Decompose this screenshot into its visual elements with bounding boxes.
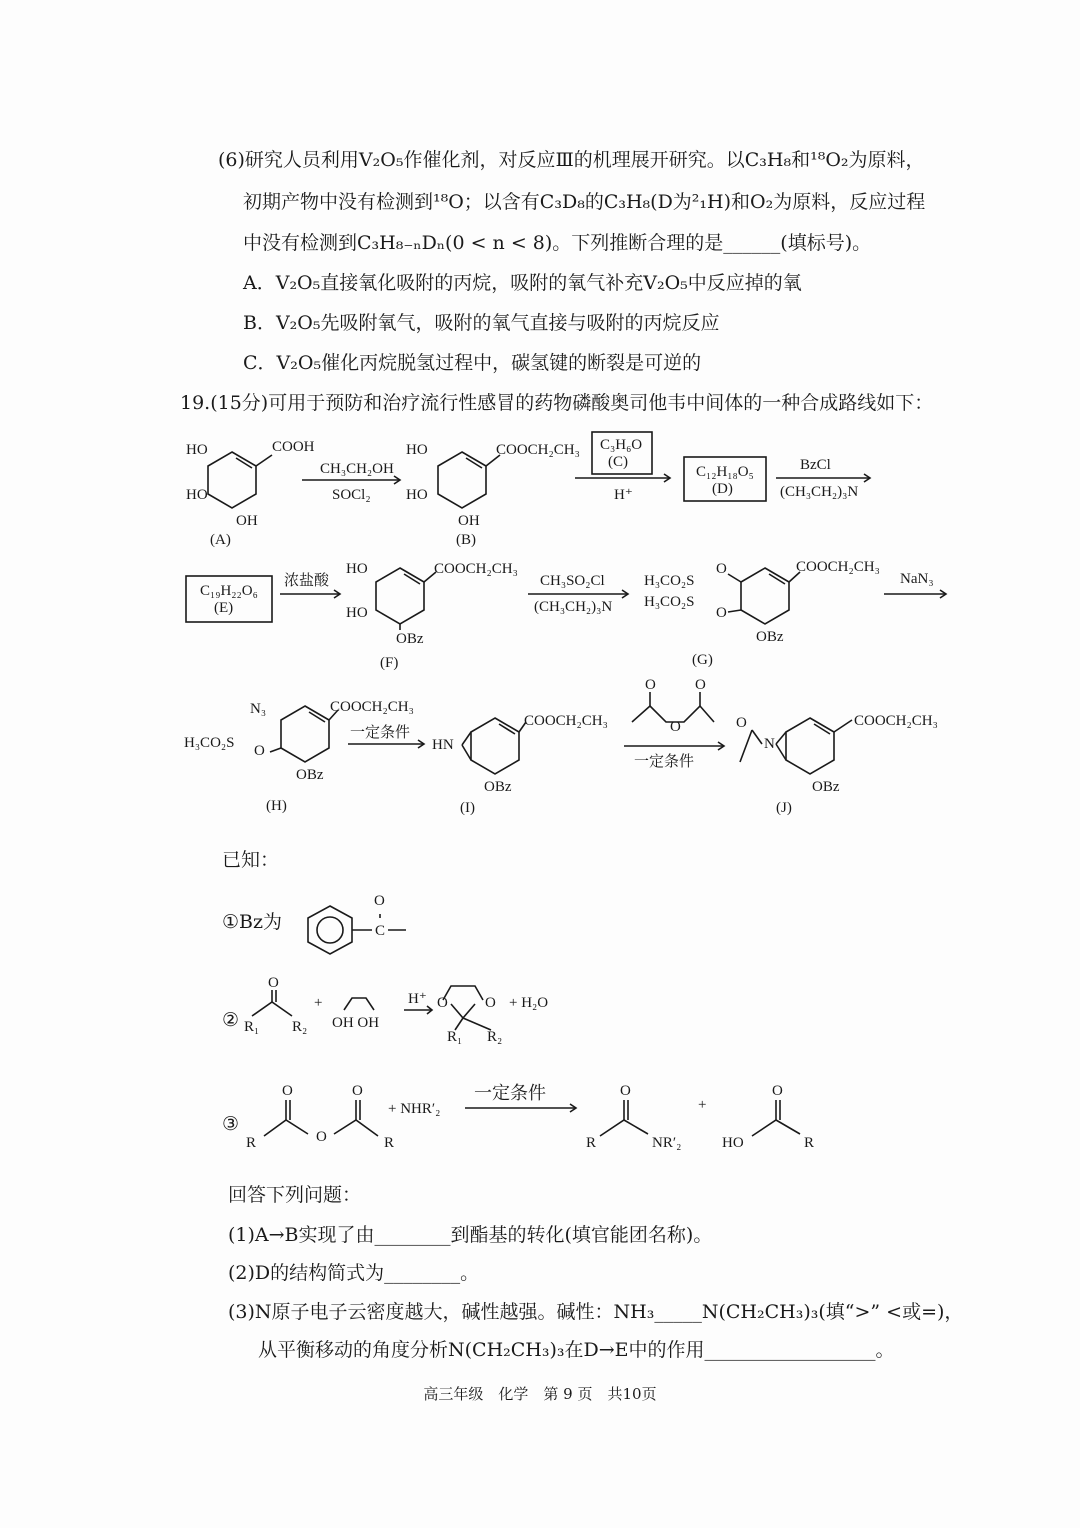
ring-j — [740, 718, 852, 774]
g-ms-2: H₃CO₂S — [644, 594, 695, 610]
f-obz: OBz — [396, 631, 424, 647]
amide-structure — [600, 1100, 648, 1136]
d-formula: C₁₂H₁₈O₅ — [696, 464, 754, 480]
a-ho-2: HO — [186, 487, 208, 503]
anh-o-2: O — [695, 677, 706, 693]
anh-o-1: O — [645, 677, 656, 693]
k3-amide-r: R — [586, 1135, 597, 1151]
q19-intro: 19.(15分)可用于预防和治疗流行性感冒的药物磷酸奥司他韦中间体的一种合成路线如下： — [180, 392, 934, 414]
a-ho-1: HO — [186, 442, 208, 458]
k2-diol: OH OH — [332, 1015, 380, 1031]
h-cooet: COOCH₂CH₃ — [330, 699, 414, 715]
r3-bot: (CH₃CH₂)₃N — [780, 484, 859, 500]
g-ms-1: H₃CO₂S — [644, 573, 695, 589]
b-oh: OH — [458, 513, 480, 529]
r7-top: 一定条件 — [350, 725, 411, 741]
page-footer: 高三年级 化学 第 9 页 共10页 — [423, 1385, 657, 1403]
label-d: (D) — [712, 481, 733, 497]
label-c: (C) — [608, 454, 628, 470]
k2-o: O — [268, 975, 279, 991]
h-obz: OBz — [296, 767, 324, 783]
known-title: 已知： — [222, 849, 280, 871]
k2-plus: + — [314, 995, 323, 1011]
r2-bot: H⁺ — [614, 487, 633, 503]
i-cooet: COOCH₂CH₃ — [524, 713, 608, 729]
question-3-continued: 从平衡移动的角度分析N(CH₂CH₃)₃在D→E中的作用__________________。 — [258, 1339, 895, 1361]
label-i: (I) — [460, 800, 475, 816]
h-ms: H₃CO₂S — [184, 735, 235, 751]
r5-top: CH₃SO₂Cl — [540, 573, 605, 589]
f-ho-2: HO — [346, 605, 368, 621]
ethylene-glycol-structure — [344, 998, 374, 1010]
a-oh: OH — [236, 513, 258, 529]
q6-line3: 中没有检测到C₃H₈₋ₙDₙ(0 < n < 8)。下列推断合理的是______(填标号)。 — [243, 232, 872, 254]
a-cooh: COOH — [272, 439, 315, 455]
k3-acid-o: O — [772, 1083, 783, 1099]
question-3: (3)N原子电子云密度越大，碱性越强。碱性：NH₃_____N(CH₂CH₃)₃(填“>” <或=)， — [228, 1301, 964, 1323]
k3-r-1: R — [246, 1135, 257, 1151]
label-a: (A) — [210, 532, 231, 548]
k2-r1: R₁ — [244, 1019, 260, 1035]
h-n3: N₃ — [250, 701, 267, 717]
ring-a — [208, 452, 272, 508]
j-n: N — [764, 736, 775, 752]
q6-option-c: C．V₂O₅催化丙烷脱氢过程中，碳氢键的断裂是可逆的 — [243, 352, 702, 374]
acetal-structure — [443, 986, 491, 1030]
h-o: O — [254, 743, 265, 759]
q6-line1: (6)研究人员利用V₂O₅作催化剂，对反应Ⅲ的机理展开研究。以C₃H₈和¹⁸O₂为原料， — [218, 149, 925, 171]
acid-structure — [752, 1100, 800, 1136]
k2-r2: R₂ — [292, 1019, 308, 1035]
known-2-number: ② — [222, 1009, 240, 1031]
ring-h — [270, 706, 338, 762]
k3-amide-n: NR′₂ — [652, 1135, 682, 1151]
k3-acid-ho: HO — [722, 1135, 744, 1151]
label-g: (G) — [692, 652, 713, 668]
k2-r1-prod: R₁ — [447, 1029, 463, 1045]
q6-line2: 初期产物中没有检测到¹⁸O；以含有C₃D₈的C₃H₈(D为²₁H)和O₂为原料，反应过程 — [243, 191, 926, 213]
k3-amide-o: O — [620, 1083, 631, 1099]
k3-o-1: O — [282, 1083, 293, 1099]
r4-top: 浓盐酸 — [284, 573, 330, 589]
j-obz: OBz — [812, 779, 840, 795]
b-cooet: COOCH₂CH₃ — [496, 442, 580, 458]
ring-f — [376, 568, 436, 630]
k3-o-3: O — [316, 1129, 327, 1145]
label-h: (H) — [266, 798, 287, 814]
k3-plus: + — [698, 1097, 707, 1113]
q6-option-a: A．V₂O₅直接氧化吸附的丙烷，吸附的氧气补充V₂O₅中反应掉的氧 — [243, 272, 802, 294]
r3-top: BzCl — [800, 457, 831, 473]
k3-r-2: R — [384, 1135, 395, 1151]
g-o-1: O — [716, 561, 727, 577]
k2-o-1: O — [437, 995, 448, 1011]
g-cooet: COOCH₂CH₃ — [796, 559, 880, 575]
r5-bot: (CH₃CH₂)₃N — [534, 599, 613, 615]
label-f: (F) — [380, 655, 399, 671]
k3-amine: + NHR′₂ — [388, 1101, 441, 1117]
benzoyl-structure — [308, 906, 406, 954]
k3-acid-r: R — [804, 1135, 815, 1151]
b-ho-1: HO — [406, 442, 428, 458]
j-o: O — [736, 715, 747, 731]
r1-top: CH₃CH₂OH — [320, 461, 394, 477]
r8-bot: 一定条件 — [634, 754, 695, 770]
k2-cond: H⁺ — [408, 991, 427, 1007]
label-b: (B) — [456, 532, 476, 548]
b-ho-2: HO — [406, 487, 428, 503]
ring-b — [438, 452, 500, 508]
k2-water: + H₂O — [509, 995, 549, 1011]
anh-o-3: O — [670, 719, 681, 735]
g-o-2: O — [716, 605, 727, 621]
answer-title: 回答下列问题： — [228, 1184, 362, 1206]
bz-o: O — [374, 893, 385, 909]
label-e: (E) — [214, 600, 234, 616]
e-formula: C₁₉H₂₂O₆ — [200, 583, 258, 599]
bz-c: C — [375, 923, 386, 939]
i-hn: HN — [432, 737, 454, 753]
label-j: (J) — [776, 800, 792, 816]
i-obz: OBz — [484, 779, 512, 795]
k2-r2-prod: R₂ — [487, 1029, 503, 1045]
ring-i — [462, 718, 526, 774]
r6-top: NaN₃ — [900, 571, 934, 587]
c-formula: C₃H₆O — [600, 437, 643, 453]
known-3-number: ③ — [222, 1113, 240, 1135]
f-cooet: COOCH₂CH₃ — [434, 561, 518, 577]
question-2: (2)D的结构简式为________。 — [228, 1262, 480, 1284]
r1-bot: SOCl₂ — [332, 487, 371, 503]
g-obz: OBz — [756, 629, 784, 645]
k3-cond: 一定条件 — [474, 1083, 546, 1103]
question-1: (1)A→B实现了由________到酯基的转化(填官能团名称)。 — [228, 1224, 713, 1246]
k2-o-2: O — [485, 995, 496, 1011]
q6-option-b: B．V₂O₅先吸附氧气，吸附的氧气直接与吸附的丙烷反应 — [243, 312, 720, 334]
known-1: ①Bz为 — [222, 911, 283, 933]
k3-o-2: O — [352, 1083, 363, 1099]
ring-g — [728, 568, 800, 624]
f-ho-1: HO — [346, 561, 368, 577]
ketone-structure — [252, 990, 292, 1016]
j-cooet: COOCH₂CH₃ — [854, 713, 938, 729]
